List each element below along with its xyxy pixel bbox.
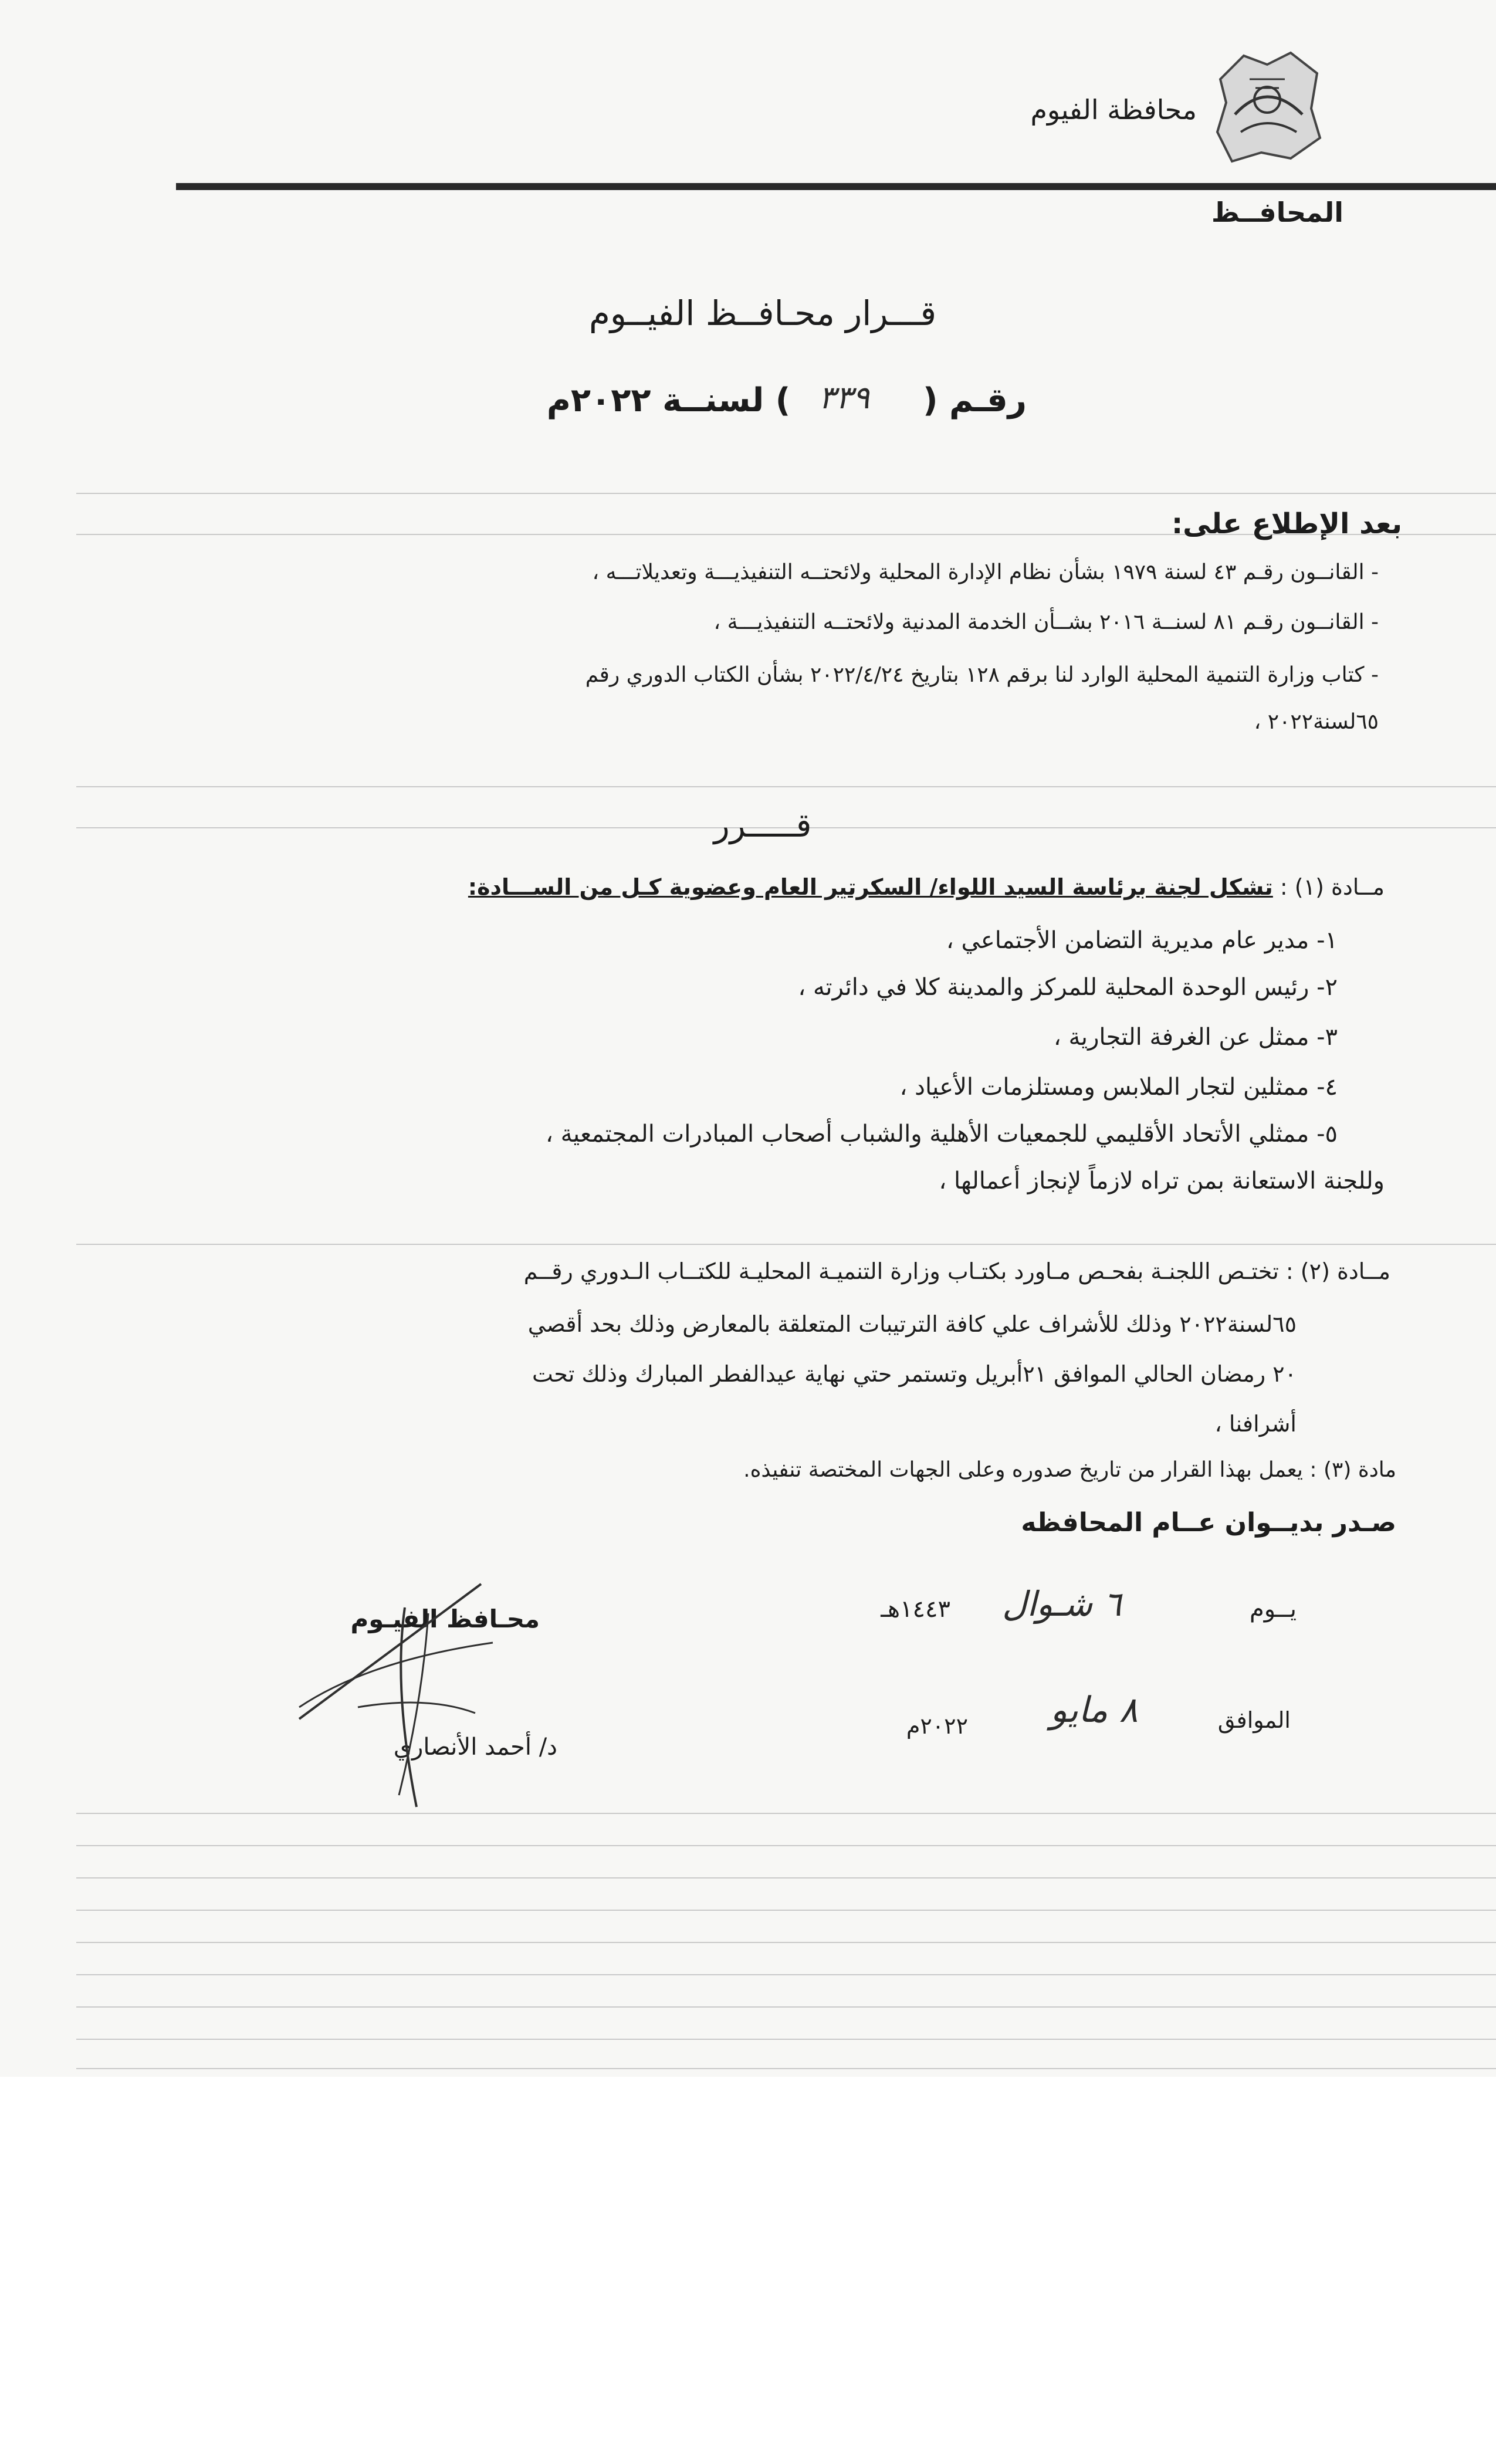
signatory-name: د/ أحمد الأنصاري	[393, 1734, 557, 1761]
article-2-line: أشرافنا ،	[1214, 1411, 1297, 1437]
member-item: ١- مدير عام مديرية التضامن الأجتماعي ،	[946, 927, 1338, 954]
office-title: المحافــظ	[1211, 197, 1343, 228]
gregorian-year: ٢٠٢٢م	[906, 1713, 968, 1739]
hijri-year: ١٤٤٣هـ	[881, 1596, 950, 1623]
decree-number	[546, 379, 1027, 446]
gregorian-label: الموافق	[1217, 1707, 1291, 1733]
preamble-heading: بعد الإطلاع على:	[1171, 507, 1402, 540]
handwritten-signature	[282, 1572, 505, 1819]
decree-number-suffix: ) لسنــة ٢٠٢٢م	[546, 381, 791, 419]
governorate-seal	[1209, 44, 1326, 167]
signatory-title: محـافظ الفيـوم	[350, 1605, 540, 1633]
ruled-line	[76, 1845, 1496, 1846]
decree-title: قـــرار محـافــظ الفيــوم	[588, 293, 937, 333]
member-item: ٣- ممثل عن الغرفة التجارية ،	[1053, 1024, 1338, 1051]
preamble-item: - كتاب وزارة التنمية المحلية الوارد لنا برقم ١٢٨ بتاريخ ٢٠٢٢/٤/٢٤ بشأن الكتاب الدوري رقم	[585, 663, 1379, 687]
decision-heading: قـــــرر	[713, 807, 812, 845]
decree-number-handwritten: ٣٣٩	[818, 379, 870, 416]
article-1-label: مــادة (١) :	[1280, 874, 1385, 900]
ruled-line	[76, 1974, 1496, 1975]
governorate-name: محافظة الفيوم	[1030, 94, 1197, 126]
article-2-line: مــادة (٢) : تختـص اللجنـة بفحـص مـاورد بكتـاب وزارة التنميـة المحليـة للكتــاب الـدوري رقــم	[523, 1258, 1390, 1284]
decree-number-prefix: رقـم (	[922, 381, 1027, 419]
ruled-line	[76, 786, 1496, 787]
hijri-date-handwritten: ٦ شـوال	[1002, 1584, 1122, 1624]
member-item: ٤- ممثلين لتجار الملابس ومستلزمات الأعياد ،	[899, 1074, 1338, 1101]
article-3: مادة (٣) : يعمل بهذا القرار من تاريخ صدوره وعلى الجهات المختصة تنفيذه.	[743, 1458, 1396, 1482]
ruled-line	[76, 2006, 1496, 2008]
header-rule	[176, 183, 1496, 190]
article-2-line: ٦٥لسنة٢٠٢٢ وذلك للأشراف علي كافة الترتيبات المتعلقة بالمعارض وذلك بحد أقصي	[527, 1311, 1297, 1337]
article-1-text: تشكل لجنة برئاسة السيد اللواء/ السكرتير العام وعضوية كـل من الســـادة:	[468, 874, 1273, 900]
member-item: وللجنة الاستعانة بمن تراه لازماً لإنجاز أعمالها ،	[939, 1167, 1385, 1194]
ruled-line	[76, 1244, 1496, 1245]
member-item: ٥- ممثلي الأتحاد الأقليمي للجمعيات الأهلية والشباب أصحاب المبادرات المجتمعية ،	[545, 1121, 1338, 1148]
preamble-item: - القانــون رقـم ٤٣ لسنة ١٩٧٩ بشأن نظام الإدارة المحلية ولائحتــه التنفيذيـــة وتعديلاتـــه ،	[592, 560, 1379, 584]
ruled-line	[76, 1910, 1496, 1911]
gregorian-date-handwritten: ٨ مايو	[1050, 1690, 1138, 1731]
article-1	[317, 874, 1385, 900]
issued-at: صـدر بديــوان عــام المحافظه	[1021, 1508, 1396, 1538]
day-label: يــوم	[1250, 1596, 1297, 1623]
ruled-line	[76, 1877, 1496, 1879]
preamble-item: ٦٥لسنة٢٠٢٢ ،	[1254, 710, 1379, 734]
ruled-line	[76, 2039, 1496, 2040]
ruled-line	[76, 1942, 1496, 1943]
ruled-line	[76, 493, 1496, 494]
ruled-line	[76, 2068, 1496, 2069]
member-item: ٢- رئيس الوحدة المحلية للمركز والمدينة كلا في دائرته ،	[798, 974, 1338, 1001]
article-2-line: ٢٠ رمضان الحالي الموافق ٢١أبريل وتستمر حتي نهاية عيدالفطر المبارك وذلك تحت	[532, 1361, 1297, 1387]
preamble-item: - القانــون رقـم ٨١ لسنــة ٢٠١٦ بشــأن الخدمة المدنية ولائحتــه التنفيذيـــة ،	[713, 610, 1379, 634]
